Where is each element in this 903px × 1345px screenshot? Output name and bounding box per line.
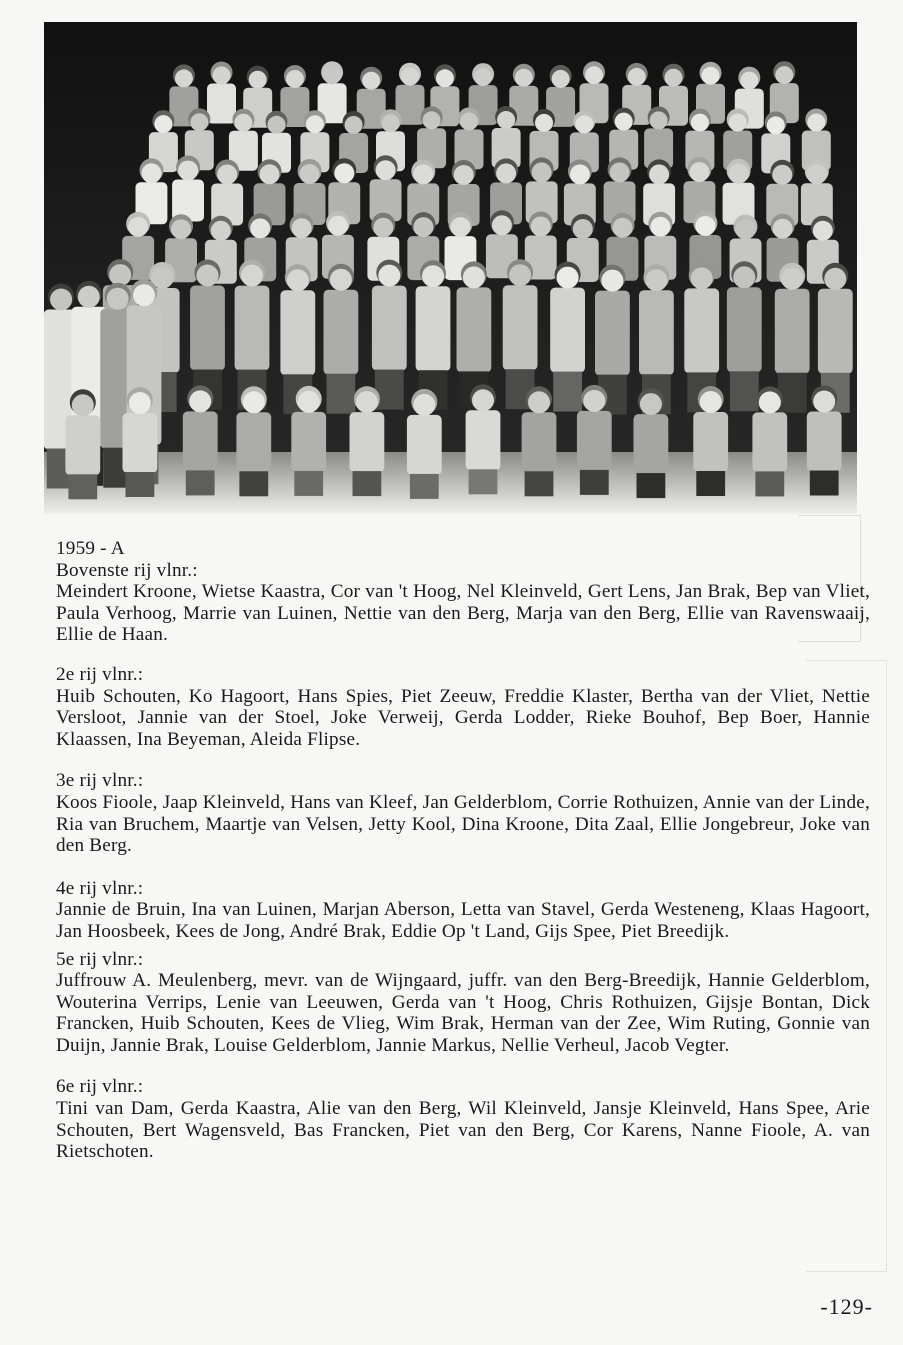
child-figure-face [109,264,131,286]
child-figure-face [515,69,533,87]
child-figure-body [466,410,501,470]
child-figure-body [503,285,538,370]
child-figure-face [474,68,492,86]
child-figure-body [291,412,326,472]
photo-caption [56,538,870,1183]
child-figure-face [610,162,630,182]
child-figure-body [457,287,492,372]
child-figure-face [378,265,400,287]
row-label: 4e rij vlnr.: [56,877,144,899]
child-figure-legs [375,370,404,410]
child-figure-face [286,70,304,88]
child-figure-face [759,391,781,413]
child-figure-face [813,221,833,241]
child-figure-body [807,412,842,472]
child-figure-face [532,162,552,182]
child-figure-face [217,165,237,185]
child-figure-legs [353,471,382,496]
child-figure-body [183,411,218,471]
child-figure-face [249,71,267,89]
child-figure-face [300,164,320,184]
child-figure-body [280,290,315,375]
child-figure-face [376,160,396,180]
child-figure-face [649,164,669,184]
child-figure-face [557,267,579,289]
row-label: 6e rij vlnr.: [56,1076,144,1098]
caption-block-row-2 [56,664,870,750]
caption-block-row-3 [56,770,870,856]
child-figure-face [454,165,474,185]
child-figure-face [492,215,512,235]
row-names: Meindert Kroone, Wietse Kaastra, Cor van 't Hoog, Nel Kleinveld, Gert Lens, Jan Brak, Bep van Vliet, Paula Verhoog, Marrie van Luinen, Nettie van den Berg, Marja van den Berg, Ellie van Ravenswaaij, Ellie de Haan. [56,581,870,646]
child-figure-body [416,286,451,371]
child-figure-face [509,264,531,286]
child-figure-face [497,111,515,129]
child-figure-legs [469,469,498,494]
child-figure-face [463,266,485,288]
child-figure-face [260,164,280,184]
child-figure-face [740,72,758,90]
child-figure-face [813,391,835,413]
child-figure-face [650,217,670,237]
child-figure-body [727,287,762,372]
child-figure-face [781,268,803,290]
child-figure-face [330,269,352,291]
page-number: -129- [820,1294,873,1319]
child-figure-face [528,391,550,413]
child-figure-face [107,288,129,310]
child-figure-body [577,411,612,471]
child-figure-body [65,415,100,475]
row-names: Juffrouw A. Meulenberg, mevr. van de Wijngaard, juffr. van den Berg-Breedijk, Hannie Gelderblom, Wouterina Verrips, Lenie van Leeuwen, Gerda van 't Hoog, Chris Rothuizen, Gijsje Bontan, Dick Francken, Huib Schouten, Kees de Vlieg, Wim Brak, Herman van der Zee, Wim Ruting, Gonnie van Duijn, Jannie Brak, Louise Gelderblom, Jannie Markus, Nellie Verheul, Jacob Vegter. [56,970,870,1056]
child-figure-face [298,391,320,413]
child-figure-face [691,114,709,132]
row-names: Huib Schouten, Ko Hagoort, Hans Spies, Piet Zeeuw, Freddie Klaster, Bertha van der Vliet, Nettie Versloot, Jannie van der Stoel, Joke Verweij, Gerda Lodder, Rieke Bouhof, Bep Boer, Hannie Klaassen, Ina Beyeman, Aleida Flipse. [56,685,870,750]
child-figure-face [413,394,435,416]
child-figure-face [691,267,713,289]
child-figure-legs [696,471,725,496]
child-figure-face [451,217,471,237]
caption-block-top-row [56,538,870,646]
child-figure-legs [810,471,839,496]
row-label: Bovenste rij vlnr.: [56,559,198,581]
row-names: Koos Fioole, Jaap Kleinveld, Hans van Kleef, Jan Gelderblom, Corrie Rothuizen, Annie van der Linde, Ria van Bruchem, Maartje van Velsen, Jetty Kool, Dina Kroone, Dita Zaal, Ellie Jongebreur, Joke van den Berg. [56,791,870,857]
child-figure-legs [755,471,784,496]
child-figure-face [773,219,793,239]
child-figure-face [306,115,324,133]
child-figure-face [213,67,231,85]
child-figure-legs [239,471,268,496]
child-figure-face [601,270,623,292]
child-figure-face [128,217,148,237]
child-figure-face [171,219,191,239]
child-figure-legs [126,472,155,497]
child-figure-face [472,389,494,411]
child-figure-face [645,269,667,291]
child-figure-legs [410,474,439,499]
child-figure-body [123,413,158,473]
child-figure-face [178,161,198,181]
child-figure-face [423,111,441,129]
child-figure-face [575,115,593,133]
child-figure-face [496,163,516,183]
child-figure-body [235,286,270,371]
child-figure-face [807,114,825,132]
child-figure-face [824,268,846,290]
child-figure-face [243,391,265,413]
child-figure-face [292,218,312,238]
child-figure-face [345,116,363,134]
child-figure-face [287,269,309,291]
child-figure-body [522,412,557,472]
child-figure-face [736,220,756,240]
child-figure-face [570,164,590,184]
child-figure-face [585,66,603,84]
child-figure-face [413,217,433,237]
child-figure-face [382,114,400,132]
child-figure-face [250,218,270,238]
child-figure-face [72,394,94,416]
child-figure-body [634,414,669,474]
child-figure-face [640,393,662,415]
child-figure-face [78,286,100,308]
child-figure-face [733,266,755,288]
child-figure-body [190,286,225,371]
child-figure-body [236,412,271,472]
caption-heading: 1959 - A [56,538,125,559]
child-figure-body [350,412,385,472]
child-figure-face [552,70,570,88]
child-figure-face [373,218,393,238]
child-figure-face [197,265,219,287]
child-figure-legs [637,473,666,498]
row-label: 2e rij vlnr.: [56,663,144,685]
child-figure-body [595,291,630,376]
child-figure-body [818,289,853,374]
child-figure-face [695,216,715,236]
child-figure-body [324,290,359,375]
child-figure-face [436,69,454,87]
child-figure-face [175,69,193,87]
child-figure-face [234,114,252,132]
child-figure-face [700,391,722,413]
child-figure-face [413,164,433,184]
child-figure-legs [68,474,97,499]
child-figure-face [268,116,286,134]
child-figure-legs [294,471,323,496]
child-figure-face [241,265,263,287]
child-figure-face [401,68,419,86]
child-figure-face [323,66,341,84]
child-figure-face [328,216,348,236]
child-figure-face [133,284,155,306]
caption-block-row-5 [56,949,870,1057]
child-figure-face [142,163,162,183]
child-figure-legs [778,373,807,413]
caption-block-row-4 [56,878,870,943]
child-figure-legs [525,471,554,496]
row-names: Tini van Dam, Gerda Kaastra, Alie van den Berg, Wil Kleinveld, Jansje Kleinveld, Hans Spee, Arie Schouten, Bert Wagensveld, Bas Francken, Piet van den Berg, Cor Karens, Nanne Fioole, A. van Rietschoten. [56,1098,870,1163]
child-figure-face [531,217,551,237]
child-figure-face [807,164,827,184]
child-figure-face [772,165,792,185]
child-figure-body [752,412,787,472]
child-figure-face [650,111,668,129]
class-group-photo [44,22,857,514]
row-label: 5e rij vlnr.: [56,948,144,970]
child-figure-body [684,288,719,373]
child-figure-face [211,221,231,241]
child-figure-face [189,390,211,412]
row-label: 3e rij vlnr.: [56,770,144,792]
child-figure-body [775,289,810,374]
child-figure-face [422,265,444,287]
child-figure-face [729,114,747,132]
child-figure-legs [186,470,215,495]
child-figure-face [154,115,172,133]
child-figure-body [207,84,236,124]
child-figure-face [334,163,354,183]
child-figure-face [615,113,633,131]
child-figure-body [639,290,674,375]
child-figure-body [693,412,728,472]
child-figure-face [190,113,208,131]
child-figure-body [407,415,442,475]
child-figure-legs [553,372,582,412]
child-figure-face [775,66,793,84]
child-figure-legs [730,371,759,411]
child-figure-face [573,219,593,239]
child-figure-face [767,116,785,134]
child-figure-body [372,286,407,371]
class-group-photo-image [44,22,857,514]
child-figure-face [665,69,683,87]
child-figure-face [628,68,646,86]
child-figure-face [129,392,151,414]
child-figure-body [550,288,585,373]
child-figure-face [535,114,553,132]
child-figure-legs [580,470,609,495]
child-figure-face [689,162,709,182]
child-figure-face [583,390,605,412]
caption-block-row-6 [56,1076,870,1162]
row-names: Jannie de Bruin, Ina van Luinen, Marjan Aberson, Letta van Stavel, Gerda Westeneng, Klaas Hagoort, Jan Hoosbeek, Kees de Jong, André Brak, Eddie Op 't Land, Gijs Spee, Piet Breedijk. [56,899,870,942]
child-figure-face [613,218,633,238]
child-figure-face [729,164,749,184]
child-figure-face [460,112,478,130]
child-figure-face [50,289,72,311]
child-figure-legs [327,374,356,414]
child-figure-face [356,391,378,413]
child-figure-face [702,67,720,85]
child-figure-face [362,72,380,90]
